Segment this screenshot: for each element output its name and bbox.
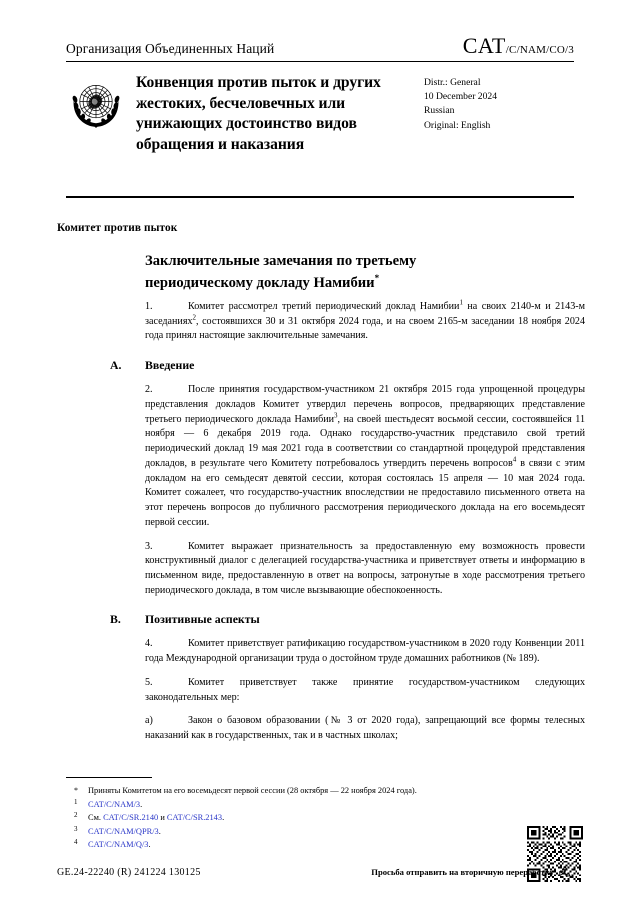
recycle-icon — [557, 864, 573, 880]
paragraph-2-number: 2. — [145, 384, 153, 396]
footnote-4-suffix: . — [148, 840, 151, 850]
footnote-2-mark: 2 — [74, 811, 78, 820]
footnote-4-link[interactable]: CAT/C/NAM/Q/3 — [88, 840, 149, 850]
footnote-3 — [66, 825, 536, 839]
paragraph-1 — [110, 300, 585, 344]
document-symbol — [463, 33, 574, 59]
footnote-2-link-b[interactable]: CAT/C/SR.2143 — [166, 813, 223, 823]
paragraph-3-body: Комитет выражает признательность за предоставленную ему возможность провести конструктивный диалог с делегацией государства-участника и приветствует ответы и информацию в письменном виде, предоставленную в ответ на вопросы, затронутые в ходе рассмотрения третьего периодического доклада, в том числе вызывающие обеспокоенность. — [145, 540, 585, 596]
footnotes-block — [66, 784, 536, 852]
footnote-ref-4: 4 — [512, 455, 517, 464]
paragraph-5-number: 5. — [145, 676, 153, 688]
emblem-cell — [66, 71, 136, 134]
paragraph-1-body — [145, 300, 585, 344]
committee-name: Комитет против пыток — [57, 222, 178, 234]
paragraph-4-body: Комитет приветствует ратификацию государством-участником в 2020 году Конвенции 2011 года Международной организации труда о достойном труде домашних работников (№ 189). — [145, 638, 585, 665]
distribution-distr: Distr.: General — [424, 77, 481, 88]
page-title-text: Заключительные замечания по третьему периодическому докладу Намибии — [145, 253, 417, 291]
footnote-2-prefix: См. — [88, 813, 104, 823]
document-symbol-main: CAT — [462, 33, 506, 58]
title-footnote-mark: * — [374, 272, 380, 283]
footnote-ref-2: 2 — [192, 313, 197, 322]
paragraph-1-number: 1. — [145, 301, 153, 312]
section-letter-a: A. — [110, 358, 122, 373]
footnote-1-link[interactable]: CAT/C/NAM/3 — [88, 799, 141, 809]
paragraph-5 — [110, 676, 585, 705]
paragraph-5a-body: Закон о базовом образовании (№ 3 от 2020 года), запрещающий все формы телесных наказаний как в государственных, так и в частных школах; — [145, 715, 585, 742]
document-body — [110, 300, 585, 753]
footnote-2 — [66, 811, 536, 825]
paragraph-5a-number: a) — [145, 715, 153, 727]
footnote-1 — [66, 798, 536, 812]
footnote-2-suffix: . — [222, 813, 225, 823]
paragraph-2-text-a: После принятия государством-участником 21 октября 2015 года упрощенной процедуры представления докладов Комитет утвердил перечень вопросов, предваряющих представление третьего периодического доклада Намибии — [145, 384, 585, 425]
section-heading-introduction — [110, 358, 585, 373]
masthead-top-row — [66, 33, 574, 61]
footnote-2-mid: и — [158, 813, 167, 823]
distribution-date: 10 December 2024 — [424, 91, 497, 103]
masthead — [66, 33, 574, 155]
un-emblem-icon — [66, 74, 126, 134]
footnote-separator — [66, 777, 152, 778]
page-footer — [57, 864, 583, 880]
footnote-4-mark: 4 — [74, 838, 78, 847]
recycle-notice — [371, 864, 583, 880]
footnote-3-mark: 3 — [74, 824, 78, 833]
footnote-3-link[interactable]: CAT/C/NAM/QPR/3 — [88, 826, 159, 836]
section-title-b: Позитивные аспекты — [145, 612, 260, 627]
paragraph-4-number: 4. — [145, 638, 153, 650]
section-heading-positive-aspects — [110, 612, 585, 627]
footnote-3-suffix: . — [158, 826, 161, 836]
document-symbol-suffix: /C/NAM/CO/3 — [505, 44, 574, 56]
paragraph-2-text-b: , на своей шестьдесят восьмой сессии, состоявшейся 11 ноября — 6 декабря 2019 года. Однако государство-участник представило свой третий периодический доклад 19 мая 2021 года в соответствии со стандартной процедурой представления докладов, в результате чего Комитету потребовалось утвердить перечень вопросов — [145, 413, 585, 469]
footnote-ref-1: 1 — [459, 298, 463, 307]
paragraph-5-body: Комитет приветствует также принятие государством-участником следующих законодательных мер: — [145, 676, 585, 703]
distribution-original: Original: English — [424, 119, 491, 131]
paragraph-1-text-a: Комитет рассмотрел третий периодический доклад Намибии — [188, 301, 460, 312]
footnote-star-text: Приняты Комитетом на его восемьдесят первой сессии (28 октября — 22 ноября 2024 года). — [88, 786, 417, 795]
footnote-2-link-a[interactable]: CAT/C/SR.2140 — [103, 813, 159, 823]
paragraph-2-body — [145, 383, 585, 530]
distribution-block — [416, 71, 574, 133]
footnote-star-mark: * — [74, 786, 78, 795]
distribution-language: Russian — [424, 105, 455, 117]
footnote-1-mark: 1 — [74, 797, 78, 806]
organization-name: Организация Объединенных Наций — [66, 41, 275, 56]
document-number: GE.24-22240 (R) 241224 130125 — [57, 866, 201, 878]
page-title — [145, 252, 505, 293]
masthead-lower-rule — [66, 196, 574, 198]
paragraph-5a — [110, 714, 585, 743]
convention-title: Конвенция против пыток и других жестоких, бесчеловечных или унижающих достоинство видов обращения и наказания — [136, 74, 381, 153]
footnote-4 — [66, 838, 536, 852]
paragraph-2-text-c: в связи с этим докладом на его семьдесят девятой сессии, которая состоялась 15 апреля — 10 мая 2024 года. Комитет сожалеет, что государство-участник впоследствии не предоставило письменного ответа на этот перечень вопросов до публичного рассмотрения периодического доклада на его восемьдесят первой сессии. — [145, 457, 585, 528]
masthead-body-row — [66, 62, 574, 155]
footnote-star — [66, 784, 536, 798]
paragraph-4 — [110, 637, 585, 666]
footnote-ref-3: 3 — [334, 411, 338, 420]
footnote-1-suffix: . — [140, 799, 143, 809]
section-letter-b: B. — [110, 612, 121, 627]
recycle-text: Просьба отправить на вторичную переработку — [371, 867, 554, 877]
paragraph-3 — [110, 540, 585, 599]
paragraph-2 — [110, 383, 585, 530]
paragraph-1-text-b: на своих 2140-м и 2143-м заседаниях — [145, 301, 586, 327]
section-title-a: Введение — [145, 358, 195, 373]
paragraph-1-text-c: , состоявшихся 30 и 31 октября 2024 года, и на своем 2165-м заседании 18 ноября 2024 года принял настоящие заключительные замечания. — [145, 315, 585, 342]
paragraph-3-number: 3. — [145, 540, 153, 552]
